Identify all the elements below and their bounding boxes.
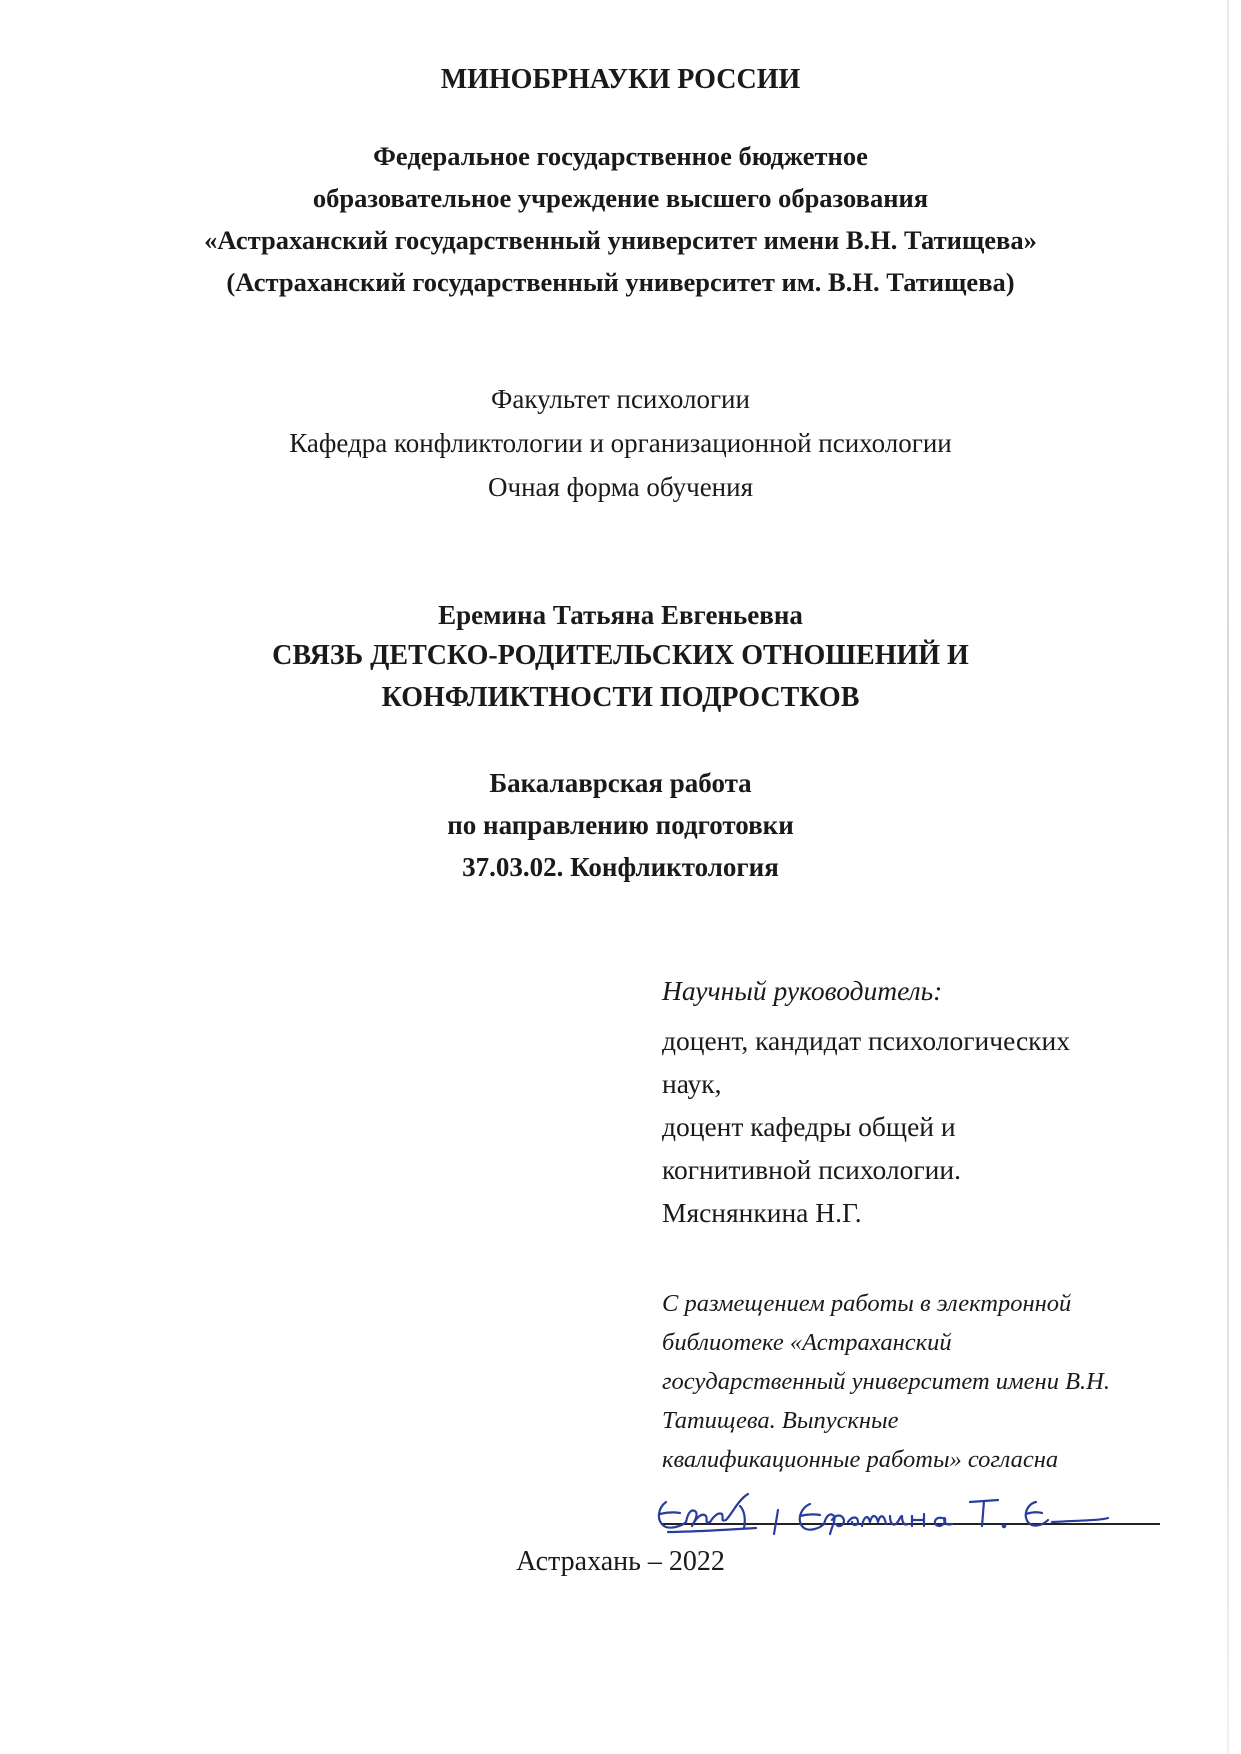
handwritten-signature xyxy=(652,1482,1112,1546)
author-name: Еремина Татьяна Евгеньевна xyxy=(438,600,803,630)
study-form: Очная форма обучения xyxy=(488,472,753,502)
org-line-4: (Астраханский государственный университет им. В.Н. Татищева) xyxy=(226,267,1015,297)
supervisor-line-4: когнитивной психологии. xyxy=(662,1154,961,1185)
supervisor-line-1: доцент, кандидат психологических xyxy=(662,1025,1070,1056)
thesis-title-line-2: КОНФЛИКТНОСТИ ПОДРОСТКОВ xyxy=(381,682,860,713)
org-line-2: образовательное учреждение высшего образования xyxy=(312,183,929,213)
supervisor-heading: Научный руководитель: xyxy=(662,975,943,1006)
work-program-code: 37.03.02. Конфликтология xyxy=(462,852,779,882)
consent-line-2: библиотеке «Астраханский xyxy=(662,1329,952,1356)
supervisor-line-2: наук, xyxy=(662,1068,722,1099)
faculty-name: Факультет психологии xyxy=(491,384,750,414)
ministry-heading: МИНОБРНАУКИ РОССИИ xyxy=(440,64,801,95)
supervisor-name: Мяснянкина Н.Г. xyxy=(662,1197,862,1228)
org-line-3: «Астраханский государственный университет имени В.Н. Татищева» xyxy=(204,225,1037,255)
department-name: Кафедра конфликтологии и организационной психологии xyxy=(289,428,952,458)
consent-line-5: квалификационные работы» согласна xyxy=(662,1446,1059,1473)
consent-line-4: Татищева. Выпускные xyxy=(662,1407,899,1434)
consent-line-1: С размещением работы в электронной xyxy=(662,1290,1072,1317)
city-year: Астрахань – 2022 xyxy=(516,1546,725,1577)
supervisor-line-3: доцент кафедры общей и xyxy=(662,1111,956,1142)
thesis-title-line-1: СВЯЗЬ ДЕТСКО-РОДИТЕЛЬСКИХ ОТНОШЕНИЙ И xyxy=(272,640,969,671)
work-direction: по направлению подготовки xyxy=(447,810,794,840)
org-line-1: Федеральное государственное бюджетное xyxy=(373,141,868,171)
work-type: Бакалаврская работа xyxy=(489,768,752,798)
consent-line-3: государственный университет имени В.Н. xyxy=(662,1368,1110,1395)
